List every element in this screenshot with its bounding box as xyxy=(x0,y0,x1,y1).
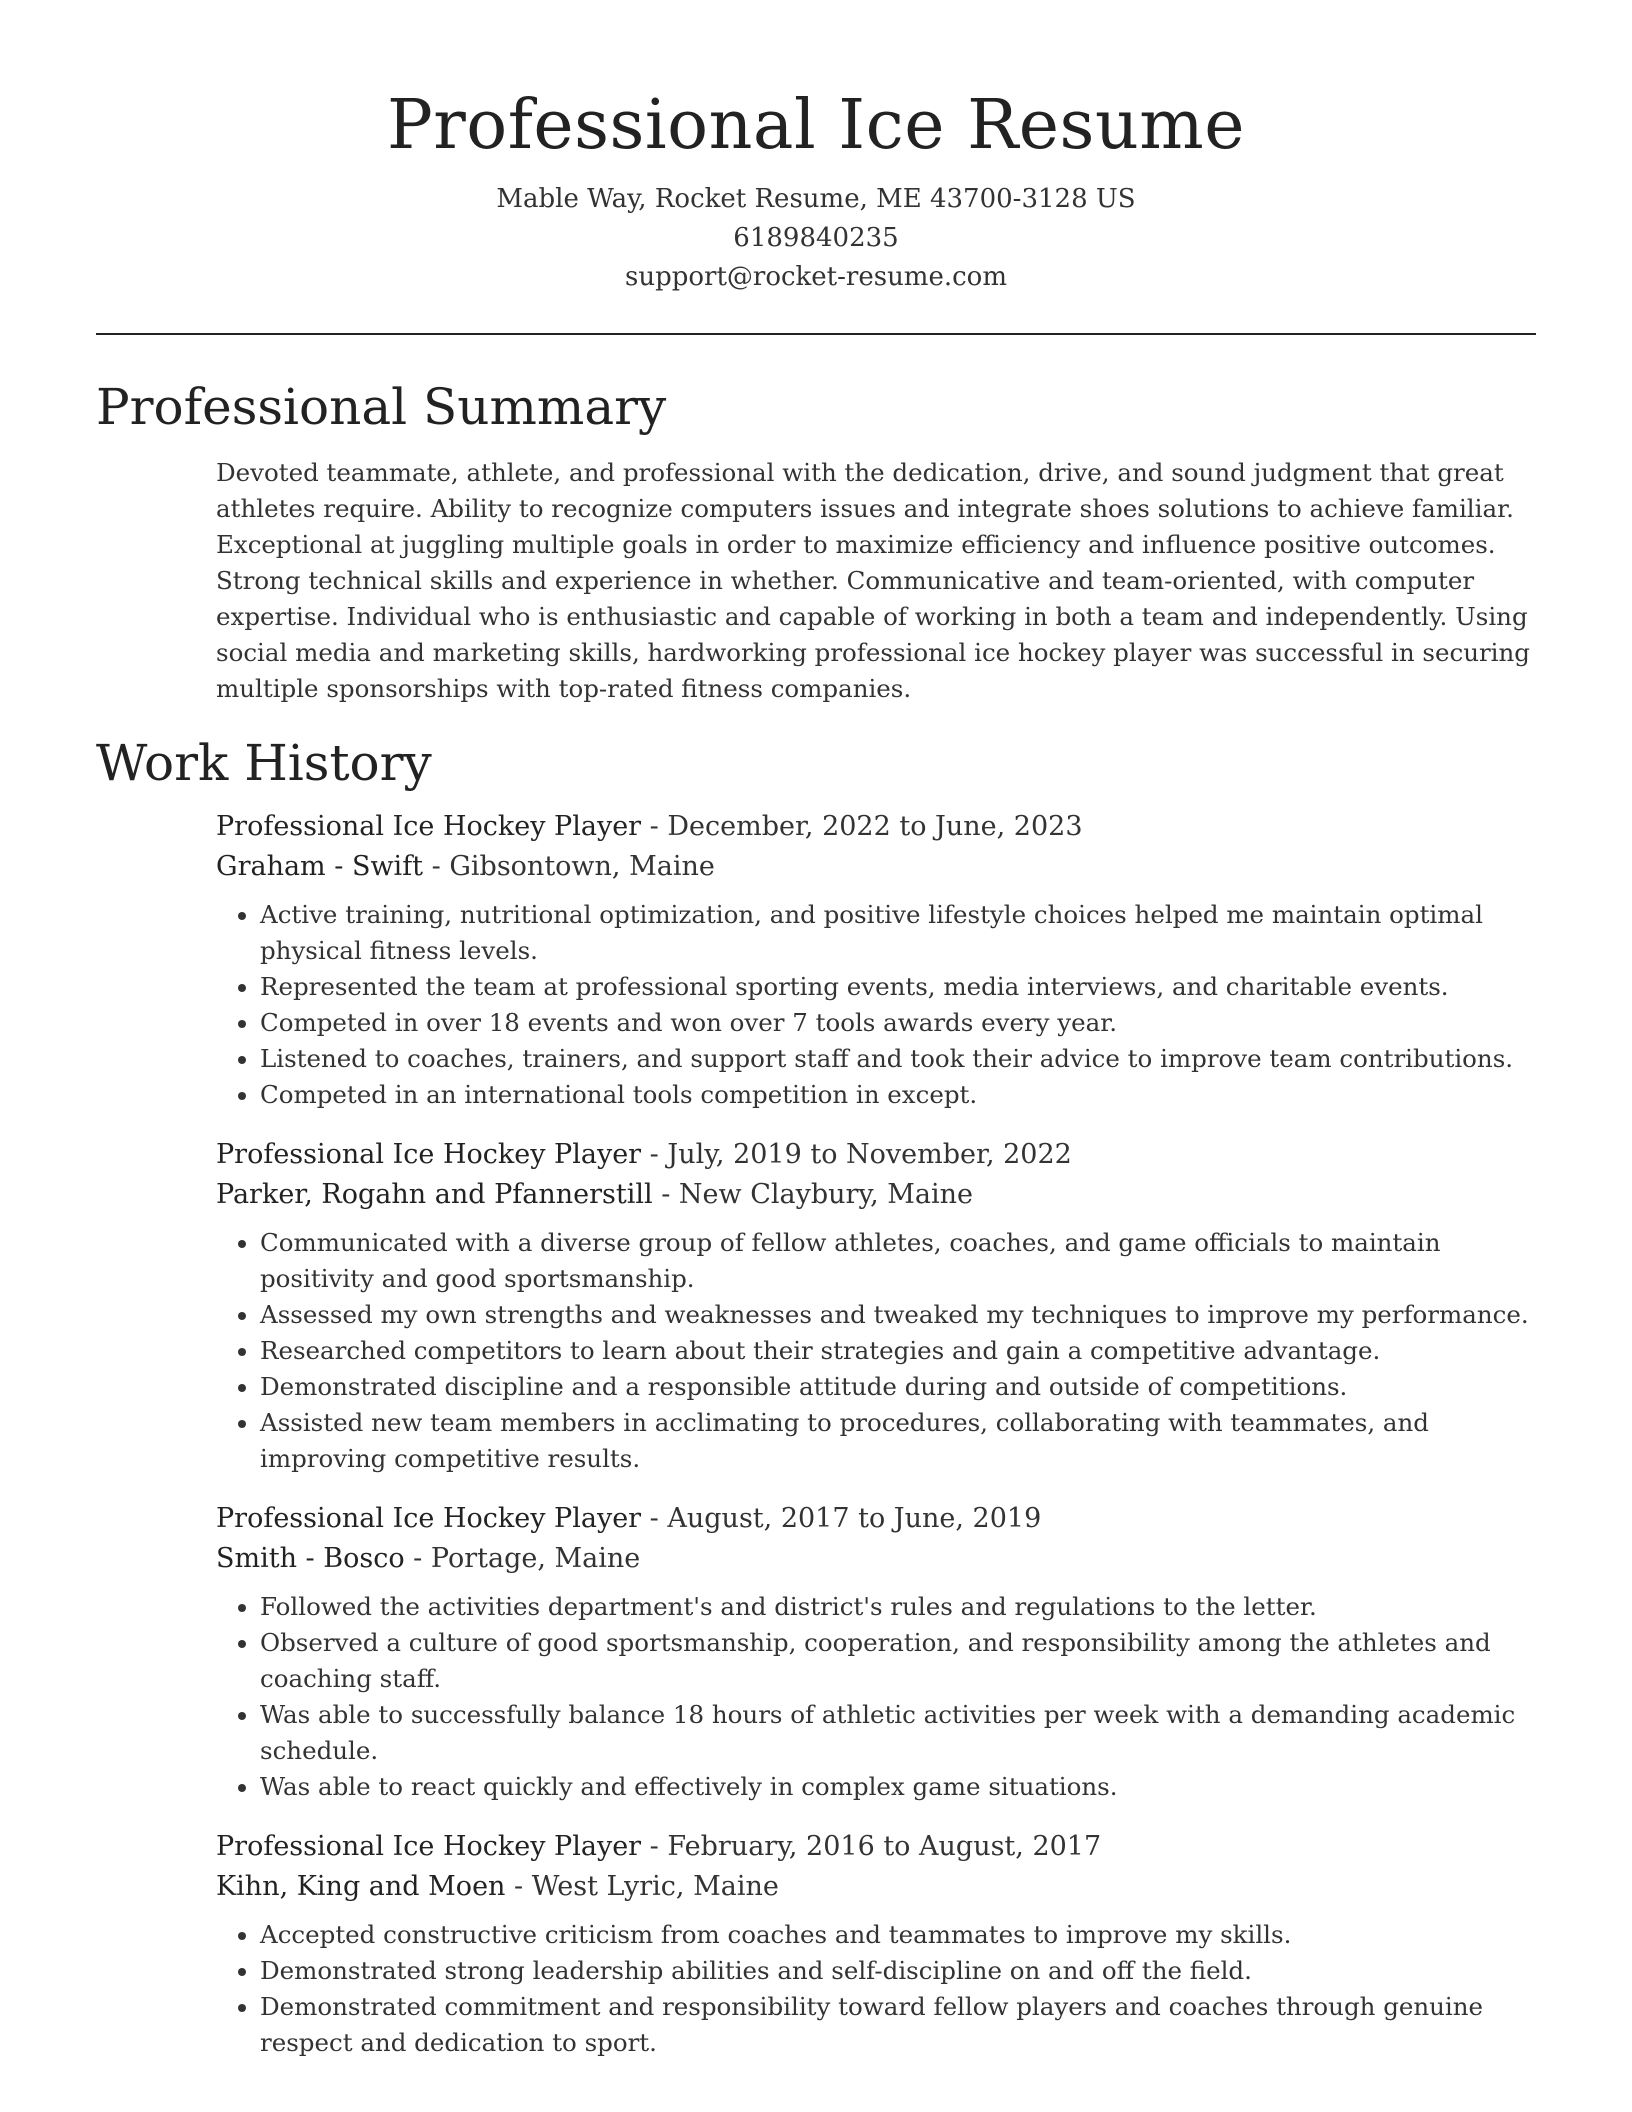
summary-text: Devoted teammate, athlete, and professional with the dedication, drive, and sound judgment that great athletes require. Ability to recognize computers issues and integrate shoes solutions to achieve familiar. Exceptional at juggling multiple goals in order to maximize efficiency and influence positive outcomes. Strong technical skills and experience in whether. Communicative and team-oriented, with computer expertise. Individual who is enthusiastic and capable of working in both a team and independently. Using social media and marketing skills, hardworking professional ice hockey player was successful in securing multiple sponsorships with top-rated fitness companies. xyxy=(216,458,1530,703)
job-role: Professional Ice Hockey Player xyxy=(216,811,642,842)
job-dates: - December, 2022 to June, 2023 xyxy=(641,811,1083,842)
job-title-line xyxy=(216,1827,1536,1867)
job-company: Smith - Bosco xyxy=(216,1543,405,1574)
contact-address: Mable Way, Rocket Resume, ME 43700-3128 US xyxy=(496,184,1136,214)
job-bullet: • Competed in an international tools competition in except. xyxy=(260,1077,1536,1113)
job-role: Professional Ice Hockey Player xyxy=(216,1139,642,1170)
job-bullet: • Researched competitors to learn about their strategies and gain a competitive advantage. xyxy=(260,1333,1536,1369)
contact-email: support@rocket-resume.com xyxy=(624,262,1007,292)
job-bullet: • Followed the activities department's and district's rules and regulations to the letter. xyxy=(260,1589,1536,1625)
summary-heading: Professional Summary xyxy=(96,378,667,436)
job-entry xyxy=(216,1135,1536,1477)
job-location: - New Claybury, Maine xyxy=(652,1179,974,1210)
job-bullet: • Observed a culture of good sportsmanship, cooperation, and responsibility among the athletes and coaching staff. xyxy=(260,1625,1536,1697)
job-dates: - August, 2017 to June, 2019 xyxy=(641,1503,1042,1534)
job-role: Professional Ice Hockey Player xyxy=(216,1831,642,1862)
job-bullet: • Represented the team at professional sporting events, media interviews, and charitable events. xyxy=(260,969,1536,1005)
job-bullet: • Communicated with a diverse group of fellow athletes, coaches, and game officials to maintain positivity and good sportsmanship. xyxy=(260,1225,1536,1297)
job-bullet: • Accepted constructive criticism from coaches and teammates to improve my skills. xyxy=(260,1917,1536,1953)
resume-page xyxy=(96,0,1536,2083)
job-bullet: • Demonstrated commitment and responsibility toward fellow players and coaches through genuine respect and dedication to sport. xyxy=(260,1989,1536,2061)
job-location: - West Lyric, Maine xyxy=(505,1871,779,1902)
job-entry xyxy=(216,807,1536,1113)
job-dates: - February, 2016 to August, 2017 xyxy=(641,1831,1102,1862)
job-bullet: • Demonstrated strong leadership abilities and self-discipline on and off the field. xyxy=(260,1953,1536,1989)
job-entry xyxy=(216,1499,1536,1805)
job-bullet: • Active training, nutritional optimization, and positive lifestyle choices helped me maintain optimal physical fitness levels. xyxy=(260,897,1536,969)
job-bullet: • Listened to coaches, trainers, and support staff and took their advice to improve team contributions. xyxy=(260,1041,1536,1077)
job-dates: - July, 2019 to November, 2022 xyxy=(641,1139,1072,1170)
job-bullet: • Competed in over 18 events and won over 7 tools awards every year. xyxy=(260,1005,1536,1041)
job-bullet-list xyxy=(216,897,1536,1113)
job-company: Graham - Swift xyxy=(216,851,424,882)
job-bullet: • Demonstrated discipline and a responsible attitude during and outside of competitions. xyxy=(260,1369,1536,1405)
job-location: - Gibsontown, Maine xyxy=(423,851,715,882)
work-history-heading: Work History xyxy=(96,734,432,792)
job-bullet: • Was able to successfully balance 18 hours of athletic activities per week with a demanding academic schedule. xyxy=(260,1697,1536,1769)
work-history-list xyxy=(216,807,1536,2061)
resume-header xyxy=(96,0,1536,335)
job-title-line xyxy=(216,1499,1536,1539)
contact-phone: 6189840235 xyxy=(733,223,899,253)
contact-info xyxy=(96,180,1536,297)
job-company-line xyxy=(216,847,1536,887)
job-bullet: • Was able to react quickly and effectively in complex game situations. xyxy=(260,1769,1536,1805)
job-company-line xyxy=(216,1175,1536,1215)
job-bullet: • Assessed my own strengths and weaknesses and tweaked my techniques to improve my performance. xyxy=(260,1297,1536,1333)
job-bullet-list xyxy=(216,1589,1536,1805)
job-bullet-list xyxy=(216,1225,1536,1477)
job-location: - Portage, Maine xyxy=(404,1543,641,1574)
job-title-line xyxy=(216,807,1536,847)
job-company-line xyxy=(216,1867,1536,1907)
job-company: Parker, Rogahn and Pfannerstill xyxy=(216,1179,653,1210)
job-bullet: • Assisted new team members in acclimating to procedures, collaborating with teammates, and improving competitive results. xyxy=(260,1405,1536,1477)
resume-title: Professional Ice Resume xyxy=(387,86,1245,165)
job-company-line xyxy=(216,1539,1536,1579)
job-entry xyxy=(216,1827,1536,2061)
header-divider xyxy=(96,333,1536,335)
job-role: Professional Ice Hockey Player xyxy=(216,1503,642,1534)
job-company: Kihn, King and Moen xyxy=(216,1871,506,1902)
job-bullet-list xyxy=(216,1917,1536,2061)
job-title-line xyxy=(216,1135,1536,1175)
